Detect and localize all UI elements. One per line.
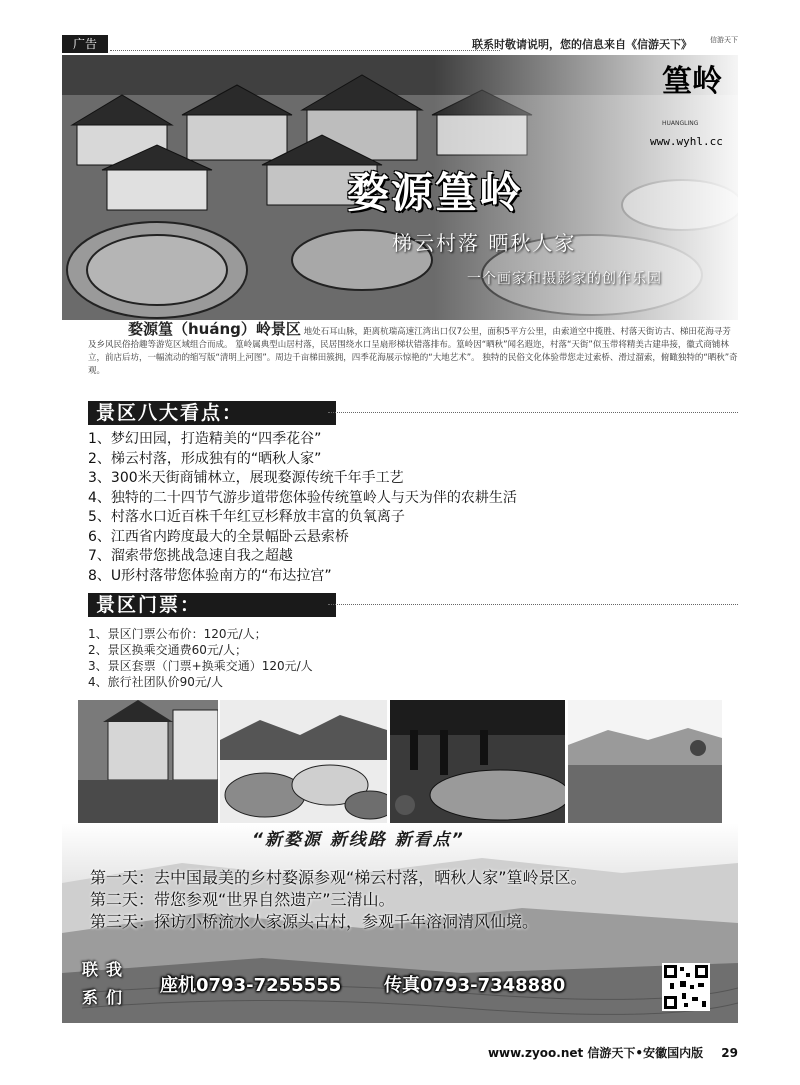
list-item: 5、村落水口近百株千年红豆杉释放丰富的负氧离子 — [88, 509, 405, 525]
source-note: 联系时敬请说明，您的信息来自《信游天下》 — [472, 38, 692, 51]
list-item: 第三天：探访小桥流水人家源头古村，参观千年溶洞清风仙境。 — [90, 912, 539, 931]
photo-village — [78, 700, 218, 823]
publisher-logo: 信游天下 — [710, 36, 738, 44]
hero-title: 婺源篁岭 — [347, 168, 524, 217]
qr-code-icon — [662, 963, 710, 1011]
photo-drying-baskets — [220, 700, 387, 823]
list-item: 3、景区套票（门票+换乘交通）120元/人 — [88, 659, 313, 673]
hero-tagline: 一个画家和摄影家的创作乐园 — [467, 271, 662, 287]
website-url: www.wyhl.cc — [650, 135, 723, 148]
list-item: 4、旅行社团队价90元/人 — [88, 675, 223, 689]
list-item: 7、溜索带您挑战急速自我之超越 — [88, 548, 293, 564]
highlights-header-text: 景区八大看点： — [96, 402, 244, 424]
list-item: 第二天：带您参观“世界自然遗产”三清山。 — [90, 890, 395, 909]
tickets-header — [88, 593, 336, 617]
tickets-header-text: 景区门票： — [96, 594, 202, 616]
list-item: 2、梯云村落，形成独有的“晒秋人家” — [88, 450, 322, 467]
intro-paragraph — [88, 320, 738, 378]
photo-peppers — [390, 700, 565, 823]
photo-strip — [78, 700, 722, 823]
page-number: 29 — [721, 1046, 738, 1060]
top-bar — [62, 35, 738, 53]
fax-number: 传真0793-7348880 — [384, 975, 566, 996]
hero-banner — [62, 55, 738, 320]
list-item: 8、U形村落带您体验南方的“布达拉宫” — [88, 567, 332, 584]
list-item: 2、景区换乘交通费60元/人； — [88, 643, 247, 657]
list-item: 3、300米天街商铺林立，展现婺源传统千年手工艺 — [88, 470, 404, 486]
contact-label: 联我系们 — [82, 960, 131, 1007]
header-rule — [328, 604, 738, 605]
list-item: 1、梦幻田园，打造精美的“四季花谷” — [88, 431, 322, 447]
logo-glyph: 篁岭 — [662, 64, 722, 99]
intro-lead: 婺源篁（huáng）岭景区 — [128, 320, 301, 338]
itinerary-banner — [62, 823, 738, 1023]
list-item: 1、景区门票公布价：120元/人； — [88, 627, 267, 641]
photo-terraces — [568, 700, 722, 823]
header-rule — [328, 412, 738, 413]
tickets-list — [88, 626, 488, 690]
list-item: 6、江西省内跨度最大的全景幅卧云悬索桥 — [88, 528, 349, 545]
footer-site: www.zyoo.net 信游天下•安徽国内版 — [487, 1046, 704, 1060]
hero-subtitle: 梯云村落 晒秋人家 — [392, 231, 577, 255]
list-item: 第一天：去中国最美的乡村婺源参观“梯云村落，晒秋人家”篁岭景区。 — [90, 868, 587, 887]
highlights-header — [88, 401, 336, 425]
intro-text: 地处石耳山脉，距离杭瑞高速江湾出口仅7公里，面积5平方公里，由索道空中揽胜、村落天街访古、梯田花海寻芳及乡风民俗拾趣等游览区域组合而成。 篁岭属典型山居村落，民居围绕水口呈扇形梯状错落排布。篁岭因“晒秋”闻名遐迩，村落“天街”似玉带将精美古建串接，徽式商铺林立，前店后坊，一幅流动的缩写版“清明上河图”。周边千亩梯田簇拥，四季花海展示惊艳的“大地艺术”。 独特的民俗文化体验带您走过索桥、滑过溜索，俯瞰独特的“晒秋”奇观。 — [88, 327, 738, 376]
top-rule — [110, 50, 500, 52]
list-item: 4、独特的二十四节气游步道带您体验传统篁岭人与天为伴的农耕生活 — [88, 489, 517, 506]
highlights-list — [88, 430, 728, 586]
phone-number: 座机0793-7255555 — [160, 975, 342, 996]
itinerary-list — [90, 867, 587, 933]
ad-tag: 广告 — [62, 35, 108, 53]
logo-english: HUANGLING — [662, 120, 699, 127]
slogan: “新婺源 新线路 新看点” — [252, 830, 465, 850]
page-footer — [488, 1044, 738, 1061]
